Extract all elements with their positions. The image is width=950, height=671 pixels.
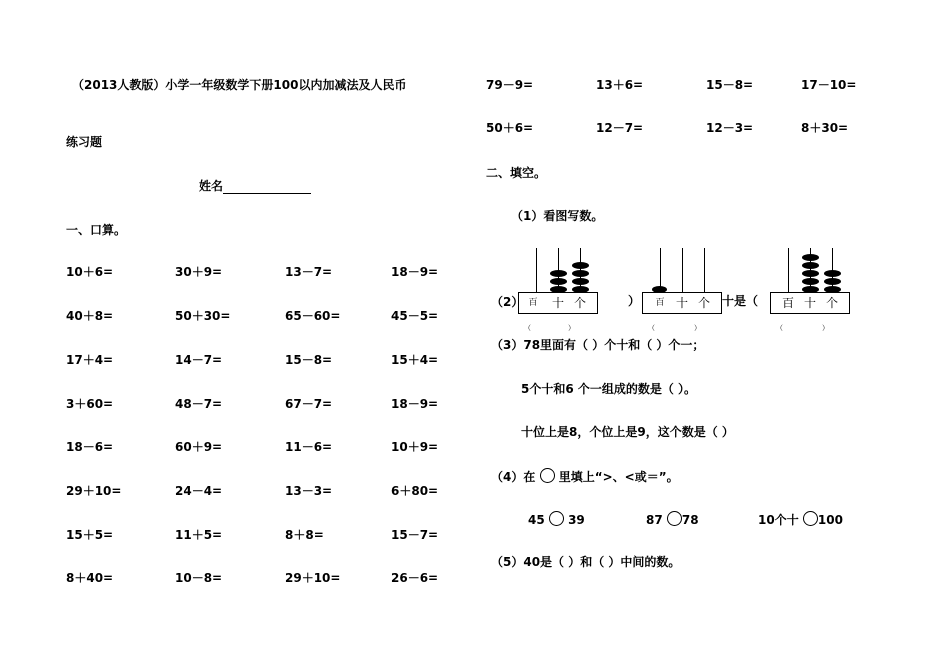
math-problem: 45－5= bbox=[391, 309, 439, 323]
math-problem: 60＋9= bbox=[175, 440, 223, 454]
compare-circle-icon[interactable] bbox=[803, 511, 818, 526]
compare-circle-icon bbox=[540, 468, 555, 483]
math-problem: 18－9= bbox=[391, 265, 439, 279]
math-problem: 8＋30= bbox=[801, 121, 849, 135]
question-4-lead: （4）在 bbox=[491, 470, 536, 484]
math-problem: 13－7= bbox=[285, 265, 333, 279]
math-problem: 12－3= bbox=[706, 121, 754, 135]
compare-item-1: 45 39 bbox=[528, 513, 585, 527]
compare-item-3: 10个十 100 bbox=[758, 513, 843, 527]
math-problem: 13－3= bbox=[285, 484, 333, 498]
math-problem: 15－7= bbox=[391, 528, 439, 542]
math-problem: 11－6= bbox=[285, 440, 333, 454]
question-2-mid: ） bbox=[628, 294, 641, 308]
math-problem: 18－9= bbox=[391, 397, 439, 411]
math-problem: 15＋4= bbox=[391, 353, 439, 367]
math-problem: 65－60= bbox=[285, 309, 341, 323]
math-problem: 18－6= bbox=[66, 440, 114, 454]
math-problem: 15－8= bbox=[706, 78, 754, 92]
question-4 bbox=[491, 468, 679, 485]
math-problem: 67－7= bbox=[285, 397, 333, 411]
math-problem: 6＋80= bbox=[391, 484, 439, 498]
compare-circle-icon[interactable] bbox=[667, 511, 682, 526]
math-problem: 29＋10= bbox=[285, 571, 341, 585]
math-problem: 15＋5= bbox=[66, 528, 114, 542]
math-problem: 17－10= bbox=[801, 78, 857, 92]
math-problem: 79－9= bbox=[486, 78, 534, 92]
name-field bbox=[199, 178, 311, 194]
math-problem: 12－7= bbox=[596, 121, 644, 135]
question-5: （5）40是（ ）和（ ）中间的数。 bbox=[491, 555, 681, 569]
math-problem: 14－7= bbox=[175, 353, 223, 367]
math-problem: 50＋30= bbox=[175, 309, 231, 323]
math-problem: 10－8= bbox=[175, 571, 223, 585]
math-problem: 3＋60= bbox=[66, 397, 114, 411]
name-blank bbox=[223, 181, 311, 194]
question-3-line-3: 十位上是8，个位上是9，这个数是（ ） bbox=[521, 425, 734, 439]
math-problem: 29＋10= bbox=[66, 484, 122, 498]
math-problem: 30＋9= bbox=[175, 265, 223, 279]
question-1: （1）看图写数。 bbox=[511, 209, 604, 223]
math-problem: 10＋6= bbox=[66, 265, 114, 279]
question-4-instruction: 里填上“>、<或＝”。 bbox=[558, 470, 679, 484]
math-problem: 8＋40= bbox=[66, 571, 114, 585]
question-2-tail: 十是（ bbox=[722, 294, 759, 308]
math-problem: 11＋5= bbox=[175, 528, 223, 542]
page-subtitle: 练习题 bbox=[66, 135, 103, 149]
math-problem: 26－6= bbox=[391, 571, 439, 585]
math-problem: 15－8= bbox=[285, 353, 333, 367]
page-title: （2013人教版）小学一年级数学下册100以内加减法及人民币 bbox=[72, 78, 407, 92]
math-problem: 13＋6= bbox=[596, 78, 644, 92]
math-problem: 8＋8= bbox=[285, 528, 324, 542]
math-problem: 40＋8= bbox=[66, 309, 114, 323]
question-3-line-2: 5个十和6 个一组成的数是（ ）。 bbox=[521, 382, 697, 396]
compare-item-2: 87 78 bbox=[646, 513, 699, 527]
section1-heading: 一、口算。 bbox=[66, 223, 127, 237]
name-label: 姓名 bbox=[199, 179, 224, 193]
compare-circle-icon[interactable] bbox=[549, 511, 564, 526]
section2-heading: 二、填空。 bbox=[486, 166, 547, 180]
question-3-line-1: （3）78里面有（ ）个十和（ ）个一； bbox=[491, 338, 705, 352]
math-problem: 17＋4= bbox=[66, 353, 114, 367]
math-problem: 24－4= bbox=[175, 484, 223, 498]
math-problem: 50＋6= bbox=[486, 121, 534, 135]
question-2-prefix: （2） bbox=[491, 295, 524, 309]
math-problem: 48－7= bbox=[175, 397, 223, 411]
math-problem: 10＋9= bbox=[391, 440, 439, 454]
